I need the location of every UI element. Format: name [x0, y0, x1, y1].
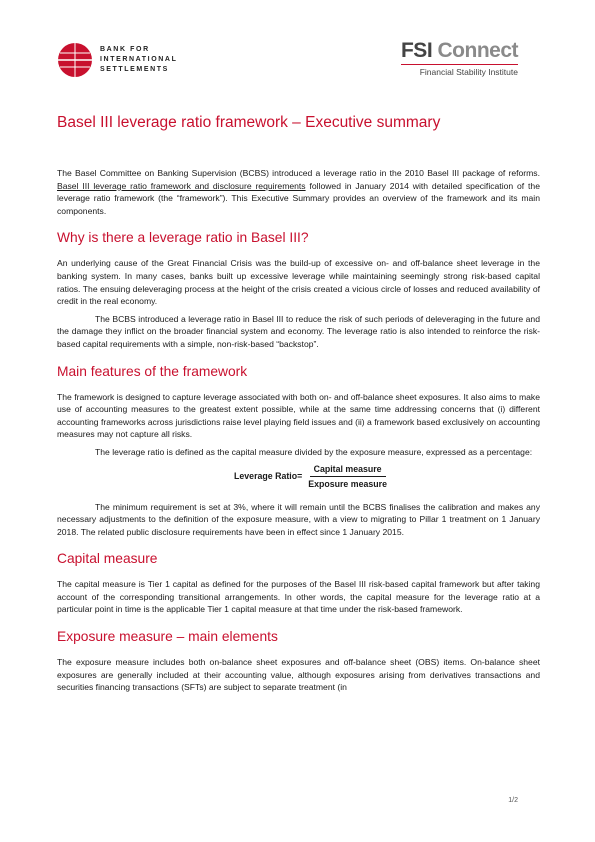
intro-paragraph	[57, 167, 540, 217]
features-paragraph-3: The minimum requirement is set at 3%, where it will remain until the BCBS finalises the calibration and makes any necessary adjustments to the definition of the exposure measure, with a view to migrating to Pillar 1 treatment on 1 January 2018. The related public disclosure requirements have been in effect since 1 January 2015.	[57, 501, 540, 537]
leverage-ratio-formula	[85, 464, 540, 489]
fsi-subtitle: Financial Stability Institute	[419, 67, 518, 77]
bis-line-1: BANK FOR	[100, 46, 150, 53]
bis-line-3: SETTLEMENTS	[100, 66, 169, 73]
fsi-connect-logo	[401, 40, 518, 77]
page-number: 1/2	[508, 797, 518, 804]
document-body	[57, 113, 540, 699]
fsi-divider	[401, 64, 518, 65]
heading-capital-measure: Capital measure	[57, 551, 158, 567]
formula-label: Leverage Ratio=	[234, 471, 303, 481]
why-paragraph-2: The BCBS introduced a leverage ratio in Basel III to reduce the risk of such periods of deleveraging in the future and the damage they inflict on the broader financial system and economy. The leverage ratio is also intended to reinforce the risk-based capital requirements with a simple, non-risk-based “backstop”.	[57, 313, 540, 349]
exposure-paragraph-1: The exposure measure includes both on-balance sheet exposures and off-balance sheet (OBS) items. On-balance sheet exposures are generally included at their accounting value, although exposures arising from derivatives transactions and securities financing transactions (SFTs) are subject to separate treatment (in	[57, 657, 540, 693]
bis-emblem-icon	[57, 42, 93, 78]
fsi-wordmark	[401, 40, 518, 62]
features-paragraph-1: The framework is designed to capture leverage associated with both on- and off-balance sheet exposures. It also aims to make use of accounting measures to the greatest extent possible, while at the same time addressing concerns that (i) different accounting frameworks across jurisdictions raise level playing field issues and (ii) a framework based exclusively on accounting measures may not capture all risks.	[57, 391, 540, 440]
bis-line-2: INTERNATIONAL	[100, 56, 178, 63]
why-paragraph-1: An underlying cause of the Great Financial Crisis was the build-up of excessive on- and off-balance sheet leverage in the banking system. In many cases, banks built up excessive leverage while maintaining seemingly strong risk-based capital ratios. The ensuing deleveraging process at the height of the crisis created a vicious circle of losses and reduced availability of credit in the real economy.	[57, 258, 540, 307]
framework-document-link[interactable]: Basel III leverage ratio framework and disclosure requirements	[57, 180, 306, 191]
heading-main-features: Main features of the framework	[57, 363, 248, 379]
heading-exposure-measure: Exposure measure – main elements	[57, 629, 278, 645]
formula-denominator: Exposure measure	[308, 478, 387, 489]
bis-logo	[57, 40, 237, 80]
features-paragraph-2: The leverage ratio is defined as the capital measure divided by the exposure measure, expressed as a percentage:	[95, 446, 533, 457]
document-title: Basel III leverage ratio framework – Executive summary	[57, 114, 441, 131]
intro-text-a: The Basel Committee on Banking Supervision (BCBS) introduced a leverage ratio in the 2010 Basel III package of reforms.	[57, 168, 540, 178]
bis-wordmark	[100, 45, 177, 75]
capital-paragraph-1: The capital measure is Tier 1 capital as defined for the purposes of the Basel III risk-based capital framework but after taking account of the corresponding transitional arrangements. In other words, the capital measure for the leverage ratio at a particular point in time is the applicable Tier 1 capital measure at that time under the risk-based framework.	[57, 579, 540, 615]
intro-text-b: followed in January 2014 with detailed specification of the leverage ratio framework (the “framework”). This Executive Summary provides an overview of the framework and its main components.	[57, 180, 540, 216]
heading-why-leverage-ratio: Why is there a leverage ratio in Basel III?	[57, 230, 309, 246]
formula-numerator: Capital measure	[310, 464, 386, 477]
formula-fraction	[304, 464, 391, 489]
fsi-word: FSI	[400, 39, 433, 62]
connect-word: Connect	[437, 39, 518, 62]
